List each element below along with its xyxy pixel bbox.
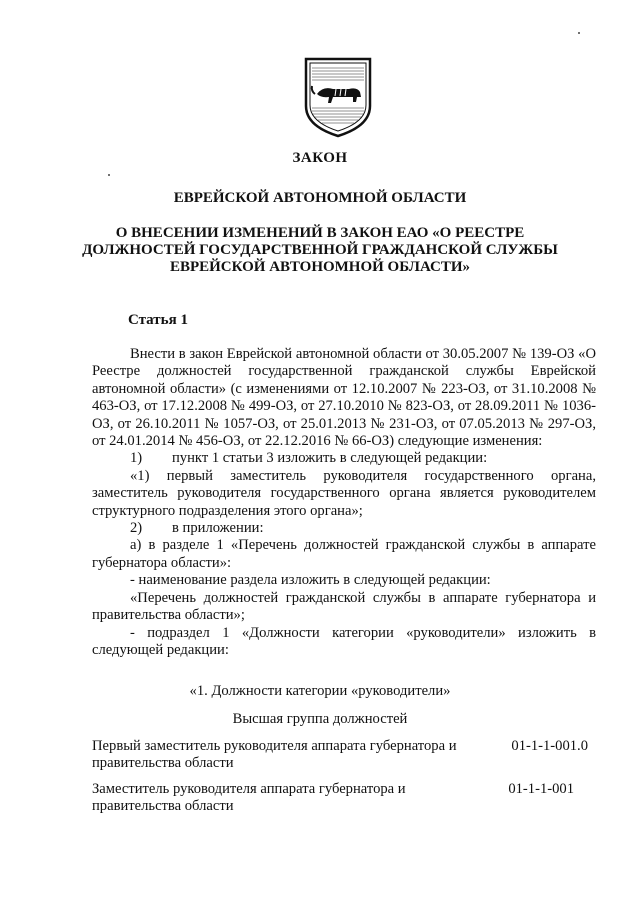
scan-speck <box>108 174 110 176</box>
law-title-line: ДОЛЖНОСТЕЙ ГОСУДАРСТВЕННОЙ ГРАЖДАНСКОЙ СЛУЖБЫ <box>82 242 558 258</box>
article-heading: Статья 1 <box>128 312 188 328</box>
position-group: Высшая группа должностей <box>232 711 408 727</box>
law-title <box>0 225 640 276</box>
article-intro: Внести в закон Еврейской автономной области от 30.05.2007 № 139-ОЗ «О Реестре должностей государственной гражданской службы Еврейской автономной области» (с изменениями от 12.10.2007 № 223-ОЗ, от 31.10.2008 № 463-ОЗ, от 17.12.2008 № 499-ОЗ, от 27.10.2010 № 823-ОЗ, от 28.09.2011 № 1036-ОЗ, от 26.10.2011 № 1057-ОЗ, от 25.01.2013 № 231-ОЗ, от 07.05.2013 № 297-ОЗ, от 24.01.2014 № 456-ОЗ, от 22.12.2016 № 66-ОЗ) следующие изменения: <box>92 346 596 450</box>
item-2-dash-1: - наименование раздела изложить в следующей редакции: <box>130 572 491 589</box>
item-2-number: 2) <box>130 520 143 537</box>
item-1 <box>92 450 596 467</box>
position-name: Заместитель руководителя аппарата губернатора и правительства области <box>92 781 406 815</box>
law-title-line: ЕВРЕЙСКОЙ АВТОНОМНОЙ ОБЛАСТИ» <box>169 259 471 275</box>
document-type: ЗАКОН <box>292 150 348 166</box>
item-2-quote: «Перечень должностей гражданской службы в аппарате губернатора и правительства области»; <box>92 589 596 624</box>
scan-speck <box>578 32 580 34</box>
region-title: ЕВРЕЙСКОЙ АВТОНОМНОЙ ОБЛАСТИ <box>173 190 467 206</box>
position-code: 01-1-1-001.0 <box>511 738 588 754</box>
item-1-quote: «1) первый заместитель руководителя государственного органа, заместитель руководителя государственного органа является руководителем структурного подразделения этого органа»; <box>92 467 596 519</box>
item-2-text: в приложении: <box>172 520 264 537</box>
position-code: 01-1-1-001 <box>508 781 574 797</box>
item-1-text: пункт 1 статьи 3 изложить в следующей редакции: <box>172 450 488 467</box>
item-2 <box>92 520 596 537</box>
item-2-dash-2: - подраздел 1 «Должности категории «руководители» изложить в следующей редакции: <box>92 624 596 658</box>
position-name: Первый заместитель руководителя аппарата губернатора и правительства области <box>92 738 457 772</box>
coat-of-arms-emblem <box>303 56 373 138</box>
item-1-number: 1) <box>130 450 143 467</box>
subsection-title: «1. Должности категории «руководители» <box>189 683 451 699</box>
article-body <box>92 346 596 659</box>
position-row <box>92 738 596 773</box>
law-title-line: О ВНЕСЕНИИ ИЗМЕНЕНИЙ В ЗАКОН ЕАО «О РЕЕСТРЕ <box>115 225 525 241</box>
item-2-a: а) в разделе 1 «Перечень должностей гражданской службы в аппарате губернатора области»: <box>92 537 596 571</box>
position-row <box>92 781 596 816</box>
